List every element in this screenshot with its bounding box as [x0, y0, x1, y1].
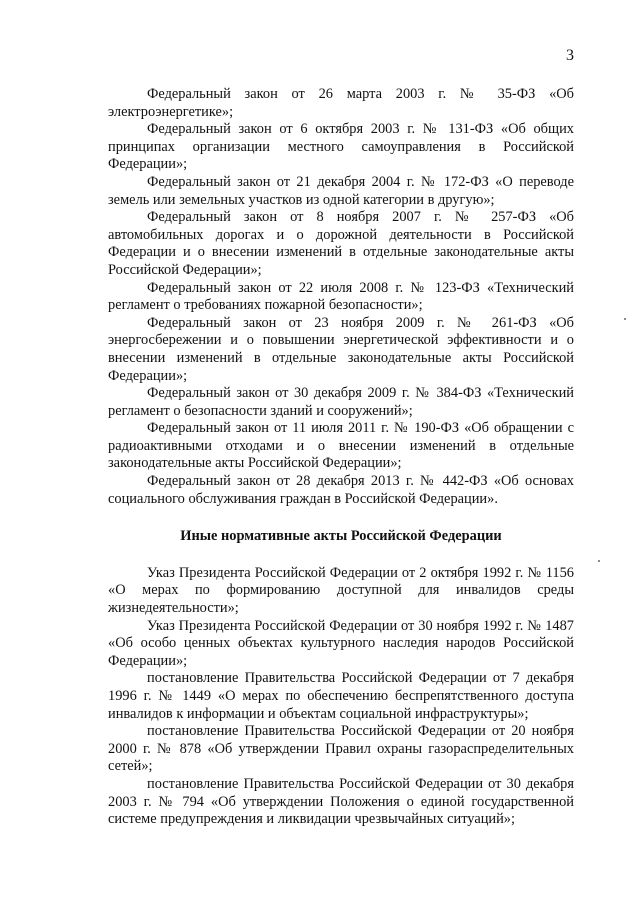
page-number: 3: [566, 47, 574, 64]
list-item-federal-law: Федеральный закон от 26 марта 2003 г. № 35-ФЗ «Об электроэнергетике»;: [108, 86, 574, 120]
list-item-normative-act: постановление Правительства Российской Федерации от 20 ноября 2000 г. № 878 «Об утверждении Правил охраны газораспределительных сетей»;: [108, 723, 574, 775]
list-item-federal-law: Федеральный закон от 28 декабря 2013 г. № 442-ФЗ «Об основах социального обслуживания граждан в Российской Федерации».: [108, 473, 574, 507]
scan-speck: [598, 560, 600, 562]
list-item-federal-law: Федеральный закон от 23 ноября 2009 г. № 261-ФЗ «Об энергосбережении и о повышении энергетической эффективности и о внесении изменений в отдельные законодательные акты Российской Федерации»;: [108, 314, 574, 384]
federal-laws-list: [108, 86, 574, 508]
list-item-federal-law: Федеральный закон от 22 июля 2008 г. № 123-ФЗ «Технический регламент о требованиях пожарной безопасности»;: [108, 279, 574, 314]
list-item-federal-law: Федеральный закон от 8 ноября 2007 г. № 257-ФЗ «Об автомобильных дорогах и о дорожной деятельности в Российской Федерации и о внесении изменений в отдельные законодательные акты Российской Федерации»;: [108, 209, 574, 278]
list-item-normative-act: Указ Президента Российской Федерации от 30 ноября 1992 г. № 1487 «Об особо ценных объектах культурного наследия народов Российской Федерации»;: [108, 617, 574, 669]
list-item-federal-law: Федеральный закон от 21 декабря 2004 г. № 172-ФЗ «О переводе земель или земельных участков из одной категории в другую»;: [108, 173, 574, 208]
list-item-federal-law: Федеральный закон от 11 июля 2011 г. № 190-ФЗ «Об обращении с радиоактивными отходами и о внесении изменений в отдельные законодательные акты Российской Федерации»;: [108, 420, 574, 472]
list-item-normative-act: постановление Правительства Российской Федерации от 30 декабря 2003 г. № 794 «Об утверждении Положения о единой государственной системе предупреждения и ликвидации чрезвычайных ситуаций»;: [108, 775, 574, 828]
list-item-normative-act: постановление Правительства Российской Федерации от 7 декабря 1996 г. № 1449 «О мерах по обеспечению беспрепятственного доступа инвалидов к информации и объектам социальной инфраструктуры»;: [108, 670, 574, 722]
document-body: [108, 86, 574, 829]
scan-speck: [624, 318, 626, 320]
section-heading-other-acts: Иные нормативные акты Российской Федерации: [180, 528, 502, 545]
other-acts-list: [108, 565, 574, 829]
list-item-federal-law: Федеральный закон от 6 октября 2003 г. № 131-ФЗ «Об общих принципах организации местного самоуправления в Российской Федерации»;: [108, 121, 574, 173]
list-item-normative-act: Указ Президента Российской Федерации от 2 октября 1992 г. № 1156 «О мерах по формированию доступной для инвалидов среды жизнедеятельности»;: [108, 564, 574, 617]
list-item-federal-law: Федеральный закон от 30 декабря 2009 г. № 384-ФЗ «Технический регламент о безопасности зданий и сооружений»;: [108, 385, 574, 419]
